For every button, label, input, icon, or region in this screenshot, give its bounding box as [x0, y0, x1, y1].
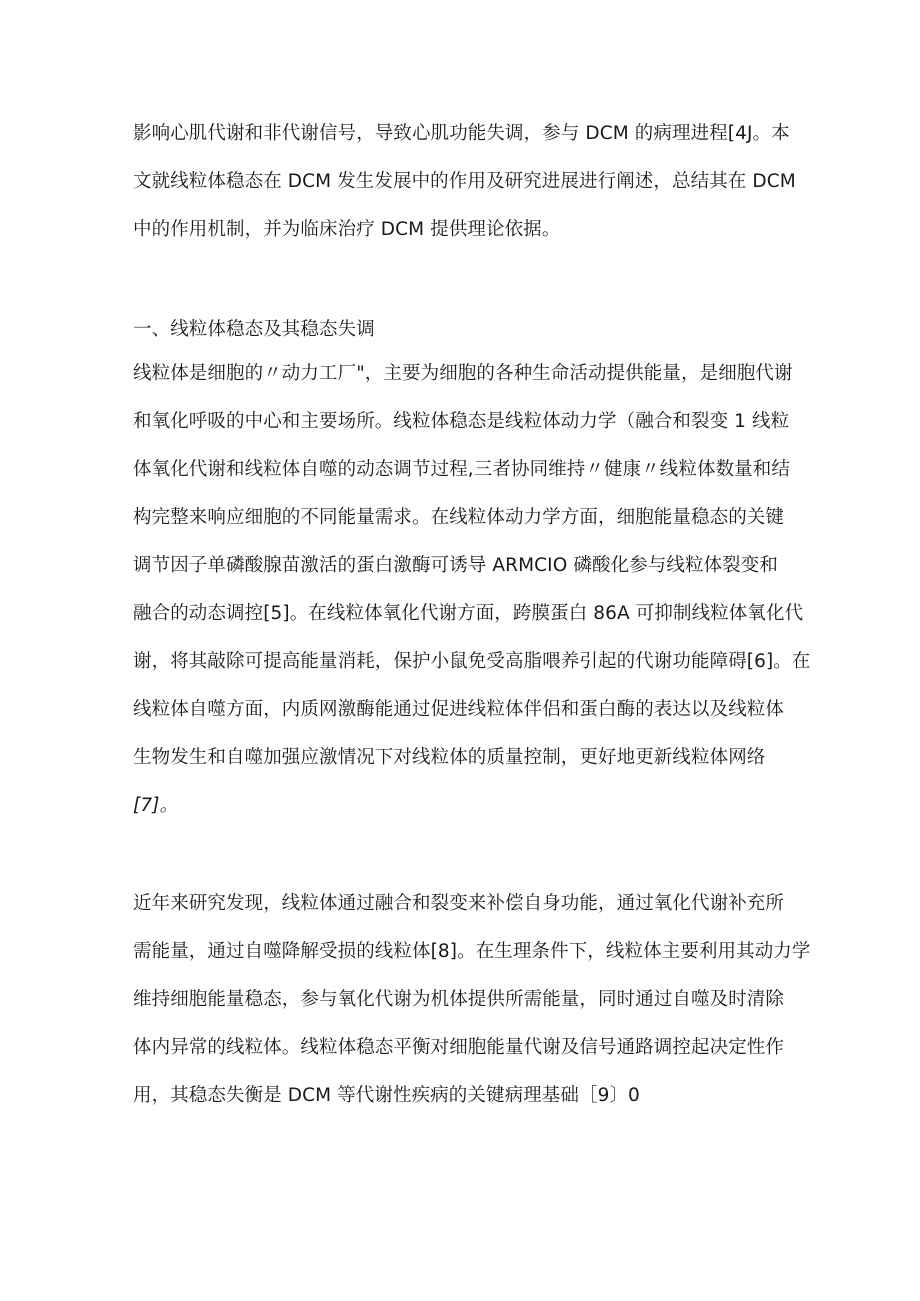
text-line: 构完整来响应细胞的不同能量需求。在线粒体动力学方面，细胞能量稳态的关键 [133, 507, 785, 528]
text-line: 用，其稳态失衡是 DCM 等代谢性疾病的关键病理基础［9〕0 [133, 1085, 640, 1106]
text-line: 体氧化代谢和线粒体自噬的动态调节过程,三者协同维持〃健康〃线粒体数量和结 [133, 459, 790, 480]
text-line: 调节因子单磷酸腺苗激活的蛋白激酶可诱导 ARMCIO 磷酸化参与线粒体裂变和 [133, 555, 778, 576]
paragraph-recent-research [133, 880, 811, 1120]
text-line: 中的作用机制，并为临床治疗 DCM 提供理论依据。 [133, 219, 561, 240]
text-line: 需能量，通过自噬降解受损的线粒体[8]。在生理条件下，线粒体主要利用其动力学 [133, 941, 811, 962]
text-line: 谢，将其敲除可提高能量消耗，保护小鼠免受高脂喂养引起的代谢功能障碍[6]。在 [133, 651, 811, 672]
text-line: 生物发生和自噬加强应激情况下对线粒体的质量控制，更好地更新线粒体网络 [133, 747, 766, 768]
paragraph-intro [133, 110, 798, 254]
text-line: 近年来研究发现，线粒体通过融合和裂变来补偿自身功能，通过氧化代谢补充所 [133, 893, 785, 914]
text-line: 和氧化呼吸的中心和主要场所。线粒体稳态是线粒体动力学（融合和裂变 1 线粒 [133, 411, 790, 432]
text-line: 影响心肌代谢和非代谢信号，导致心肌功能失调，参与 DCM 的病理进程[4J。本 [133, 123, 790, 144]
text-line: 融合的动态调控[5]。在线粒体氧化代谢方面，跨膜蛋白 86A 可抑制线粒体氧化代 [133, 603, 804, 624]
text-line: 文就线粒体稳态在 DCM 发生发展中的作用及研究进展进行阐述，总结其在 DCM [133, 171, 796, 192]
section-heading [133, 306, 798, 354]
text-line: 体内异常的线粒体。线粒体稳态平衡对细胞能量代谢及信号通路调控起决定性作 [133, 1037, 785, 1058]
paragraph-mitochondria-homeostasis [133, 350, 811, 830]
text-line: 线粒体自噬方面，内质网激酶能通过促进线粒体伴侣和蛋白酶的表达以及线粒体 [133, 699, 785, 720]
text-line: 线粒体是细胞的〃动力工厂"，主要为细胞的各种生命活动提供能量，是细胞代谢 [133, 363, 793, 384]
citation-reference: [7]。 [133, 795, 179, 816]
text-line: 维持细胞能量稳态，参与氧化代谢为机体提供所需能量，同时通过自噬及时清除 [133, 989, 785, 1010]
section-heading-text: 一、线粒体稳态及其稳态失调 [133, 319, 375, 340]
